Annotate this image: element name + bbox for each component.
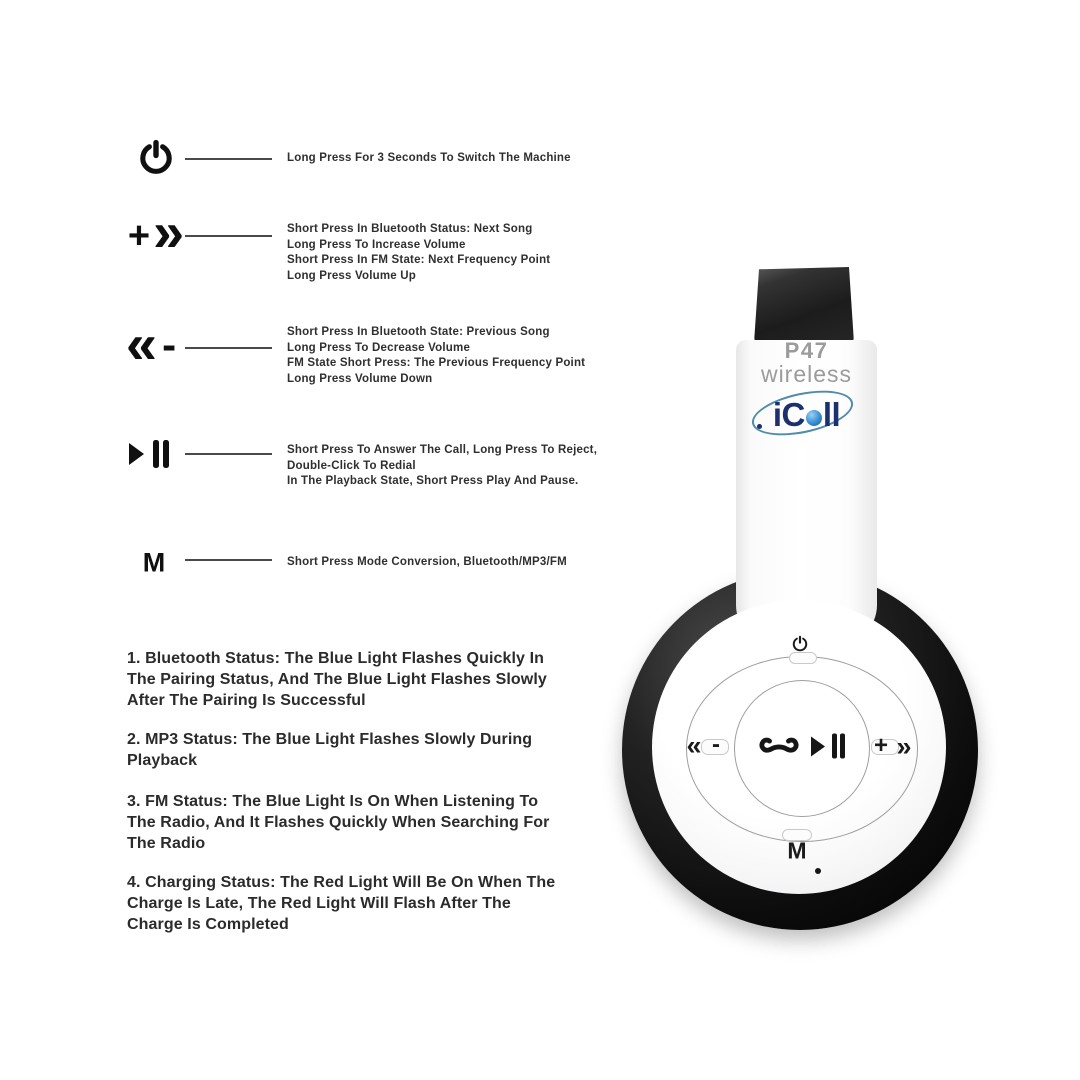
description-line: Long Press To Decrease Volume [287, 341, 471, 354]
volume-down-previous-icon [125, 312, 177, 376]
note-line: After The Pairing Is Successful [127, 692, 366, 710]
connector-line [185, 559, 272, 561]
note-line: Charge Is Late, The Red Light Will Flash After The [127, 895, 511, 913]
control-ring-inner [734, 680, 870, 817]
cup-pause-bar [840, 734, 845, 759]
description-line: Short Press In Bluetooth State: Previous Song [287, 326, 550, 338]
cup-pause-bar [832, 734, 837, 759]
description-line: In The Playback State, Short Press Play And Pause. [287, 475, 579, 488]
note-line: Playback [127, 752, 198, 770]
cup-next-chevrons: » [896, 731, 912, 762]
cup-led-mic-dot [815, 868, 821, 874]
control-description-power [287, 151, 571, 167]
description-line: Long Press Volume Down [287, 373, 433, 386]
description-line: Long Press For 3 Seconds To Switch The Machine [287, 152, 571, 164]
cup-play-pause-icon [811, 734, 845, 759]
note-line: The Radio, And It Flashes Quickly When Searching For [127, 814, 550, 832]
status-note-bluetooth [127, 648, 547, 712]
pause-bar-glyph [163, 440, 169, 468]
note-line: The Radio [127, 835, 206, 853]
volume-up-next-icon [127, 200, 185, 264]
status-note-charging [127, 872, 555, 936]
control-description-mode [287, 555, 567, 571]
cup-power-icon [792, 635, 809, 658]
cup-minus: - [712, 731, 720, 758]
connector-line [185, 347, 272, 349]
status-note-fm [127, 791, 549, 855]
note-line: 2. MP3 Status: The Blue Light Flashes Slowly During [127, 731, 533, 748]
description-line: Short Press To Answer The Call, Long Press To Reject, [287, 444, 598, 456]
prev-chevrons-glyph: « [125, 312, 158, 375]
description-line: Long Press Volume Up [287, 270, 417, 283]
control-description-volume-up [287, 222, 550, 285]
minus-glyph: - [162, 321, 177, 368]
brand-logo [736, 398, 877, 431]
model-name: P47 [784, 338, 829, 363]
power-icon-glyph [138, 139, 174, 177]
play-pause-icon [129, 440, 169, 468]
headband-segment [754, 267, 854, 343]
note-line: 1. Bluetooth Status: The Blue Light Flashes Quickly In [127, 650, 545, 667]
model-subtitle: wireless [760, 361, 853, 387]
control-description-volume-down [287, 325, 585, 388]
connector-line [185, 453, 272, 455]
brand-text-ic: iC [772, 396, 805, 433]
next-chevrons-glyph: » [153, 200, 185, 263]
mode-m-glyph: M [142, 547, 166, 578]
connector-line [185, 158, 272, 160]
cup-mode-m: M [787, 837, 807, 864]
cup-call-answer-icon [756, 732, 802, 762]
connector-line [185, 235, 272, 237]
pause-bar-glyph [153, 440, 159, 468]
control-description-play-pause [287, 443, 597, 490]
cup-prev-chevrons: « [686, 730, 702, 761]
status-note-mp3 [127, 729, 532, 771]
note-line: 4. Charging Status: The Red Light Will Be On When The [127, 874, 556, 891]
play-triangle-glyph [129, 443, 144, 465]
note-line: 3. FM Status: The Blue Light Is On When Listening To [127, 793, 539, 810]
brand-text-ll: ll [822, 396, 841, 433]
cup-play-triangle [811, 736, 825, 756]
description-line: Short Press Mode Conversion, Bluetooth/MP3/FM [287, 556, 567, 568]
note-line: The Pairing Status, And The Blue Light Flashes Slowly [127, 671, 547, 689]
brand-ball-a-icon [806, 410, 822, 426]
description-line: Double-Click To Redial [287, 459, 416, 472]
description-line: Short Press In Bluetooth Status: Next Song [287, 223, 533, 235]
description-line: Long Press To Increase Volume [287, 238, 466, 251]
note-line: Charge Is Completed [127, 916, 289, 934]
description-line: Short Press In FM State: Next Frequency Point [287, 254, 551, 267]
cup-plus: + [873, 732, 889, 759]
power-icon [138, 139, 174, 177]
description-line: FM State Short Press: The Previous Frequency Point [287, 357, 586, 370]
plus-glyph: + [127, 215, 151, 257]
mode-icon [142, 547, 166, 578]
